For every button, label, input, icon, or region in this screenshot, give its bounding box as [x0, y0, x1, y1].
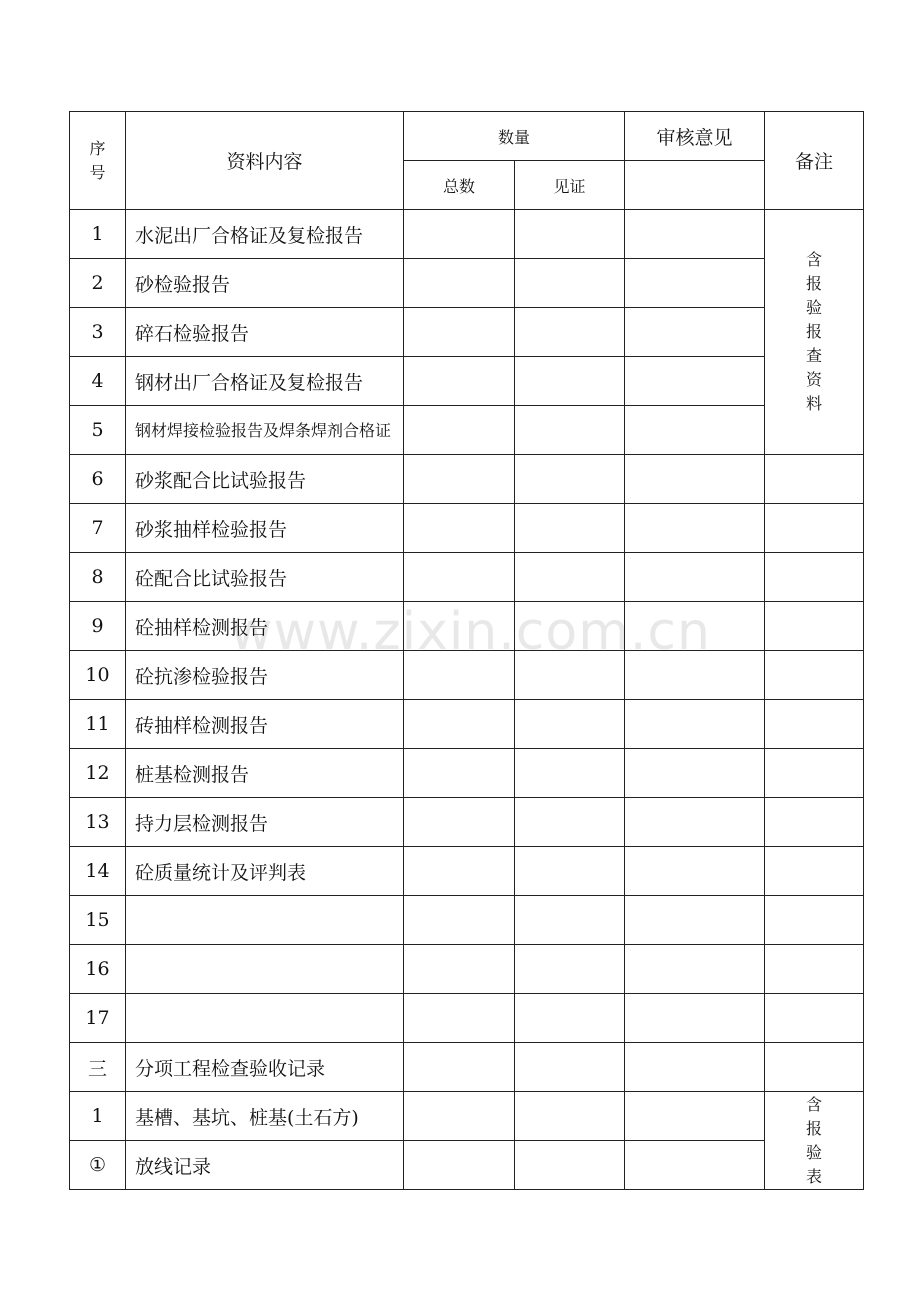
remark-cell[interactable]	[765, 553, 864, 602]
table-row	[70, 259, 864, 308]
total-cell[interactable]	[404, 994, 515, 1043]
row-content: 砼抽样检测报告	[126, 602, 404, 651]
review-cell[interactable]	[625, 700, 765, 749]
table-row	[70, 1141, 864, 1190]
review-cell[interactable]	[625, 994, 765, 1043]
table-row	[70, 798, 864, 847]
total-cell[interactable]	[404, 798, 515, 847]
witness-cell[interactable]	[515, 308, 625, 357]
total-cell[interactable]	[404, 700, 515, 749]
review-cell[interactable]	[625, 749, 765, 798]
table-row	[70, 1092, 864, 1141]
remark-cell[interactable]	[765, 896, 864, 945]
row-seq: ①	[70, 1141, 126, 1190]
review-cell[interactable]	[625, 455, 765, 504]
row-content: 钢材出厂合格证及复检报告	[126, 357, 404, 406]
row-seq: 16	[70, 945, 126, 994]
remark-char: 报	[806, 322, 823, 341]
total-cell[interactable]	[404, 406, 515, 455]
total-cell[interactable]	[404, 847, 515, 896]
remark-cell[interactable]	[765, 700, 864, 749]
table-row	[70, 749, 864, 798]
review-cell[interactable]	[625, 406, 765, 455]
row-content	[126, 896, 404, 945]
table-row	[70, 308, 864, 357]
table-row	[70, 406, 864, 455]
row-content: 桩基检测报告	[126, 749, 404, 798]
row-seq: 15	[70, 896, 126, 945]
row-content: 砼配合比试验报告	[126, 553, 404, 602]
remark-group-2	[765, 1092, 864, 1190]
remark-char: 验	[806, 1142, 823, 1162]
review-cell[interactable]	[625, 210, 765, 259]
total-cell[interactable]	[404, 504, 515, 553]
total-cell[interactable]	[404, 1043, 515, 1092]
witness-cell[interactable]	[515, 1043, 625, 1092]
remark-cell[interactable]	[765, 504, 864, 553]
remark-char: 表	[806, 1166, 823, 1186]
row-seq: 12	[70, 749, 126, 798]
row-seq: 9	[70, 602, 126, 651]
header-witness: 见证	[515, 161, 625, 210]
row-seq: 5	[70, 406, 126, 455]
header-remark: 备注	[765, 112, 864, 210]
review-cell[interactable]	[625, 651, 765, 700]
row-seq: 17	[70, 994, 126, 1043]
row-content: 砼质量统计及评判表	[126, 847, 404, 896]
remark-cell[interactable]	[765, 1043, 864, 1092]
remark-cell[interactable]	[765, 455, 864, 504]
witness-cell[interactable]	[515, 210, 625, 259]
row-seq: 4	[70, 357, 126, 406]
remark-char: 查	[806, 346, 823, 365]
remark-char: 含	[806, 1094, 823, 1114]
review-cell[interactable]	[625, 553, 765, 602]
total-cell[interactable]	[404, 1141, 515, 1190]
remark-char: 报	[806, 274, 823, 293]
row-seq: 10	[70, 651, 126, 700]
review-cell[interactable]	[625, 308, 765, 357]
total-cell[interactable]	[404, 896, 515, 945]
row-content: 钢材焊接检验报告及焊条焊剂合格证	[126, 406, 404, 455]
review-cell[interactable]	[625, 1092, 765, 1141]
row-seq: 11	[70, 700, 126, 749]
table-row	[70, 651, 864, 700]
remark-char: 验	[806, 298, 823, 317]
review-cell[interactable]	[625, 357, 765, 406]
row-seq: 1	[70, 1092, 126, 1141]
total-cell[interactable]	[404, 1092, 515, 1141]
witness-cell[interactable]	[515, 455, 625, 504]
total-cell[interactable]	[404, 308, 515, 357]
remark-cell[interactable]	[765, 945, 864, 994]
remark-cell[interactable]	[765, 798, 864, 847]
row-seq: 3	[70, 308, 126, 357]
remark-char: 含	[806, 250, 823, 269]
row-seq: 6	[70, 455, 126, 504]
table-row	[70, 994, 864, 1043]
row-seq: 2	[70, 259, 126, 308]
total-cell[interactable]	[404, 210, 515, 259]
table-row	[70, 455, 864, 504]
witness-cell[interactable]	[515, 798, 625, 847]
header-seq: 序 号	[70, 112, 126, 210]
header-quantity: 数量	[404, 112, 625, 161]
total-cell[interactable]	[404, 455, 515, 504]
row-seq: 8	[70, 553, 126, 602]
review-cell[interactable]	[625, 602, 765, 651]
row-content	[126, 945, 404, 994]
remark-char: 料	[806, 394, 823, 413]
document-table	[69, 111, 864, 1190]
row-content: 砂浆抽样检验报告	[126, 504, 404, 553]
header-review: 审核意见	[625, 112, 765, 161]
row-seq: 13	[70, 798, 126, 847]
remark-char: 报	[806, 1118, 823, 1138]
review-cell[interactable]	[625, 798, 765, 847]
review-cell[interactable]	[625, 1141, 765, 1190]
review-cell[interactable]	[625, 504, 765, 553]
witness-cell[interactable]	[515, 847, 625, 896]
witness-cell[interactable]	[515, 602, 625, 651]
remark-cell[interactable]	[765, 847, 864, 896]
witness-cell[interactable]	[515, 994, 625, 1043]
witness-cell[interactable]	[515, 406, 625, 455]
table-row	[70, 357, 864, 406]
review-cell[interactable]	[625, 1043, 765, 1092]
review-cell[interactable]	[625, 259, 765, 308]
witness-cell[interactable]	[515, 357, 625, 406]
total-cell[interactable]	[404, 259, 515, 308]
row-content: 砼抗渗检验报告	[126, 651, 404, 700]
row-content: 砖抽样检测报告	[126, 700, 404, 749]
row-content: 放线记录	[126, 1141, 404, 1190]
row-content: 砂检验报告	[126, 259, 404, 308]
review-cell[interactable]	[625, 847, 765, 896]
witness-cell[interactable]	[515, 553, 625, 602]
witness-cell[interactable]	[515, 651, 625, 700]
row-content: 持力层检测报告	[126, 798, 404, 847]
table-row	[70, 504, 864, 553]
witness-cell[interactable]	[515, 1092, 625, 1141]
review-cell[interactable]	[625, 896, 765, 945]
table-row	[70, 847, 864, 896]
row-seq: 1	[70, 210, 126, 259]
row-seq: 三	[70, 1043, 126, 1092]
remark-cell[interactable]	[765, 994, 864, 1043]
total-cell[interactable]	[404, 651, 515, 700]
watermark: www.zixin.com.cn	[230, 602, 711, 662]
header-total: 总数	[404, 161, 515, 210]
witness-cell[interactable]	[515, 1141, 625, 1190]
remark-cell[interactable]	[765, 749, 864, 798]
table-row	[70, 896, 864, 945]
total-cell[interactable]	[404, 749, 515, 798]
table-row	[70, 602, 864, 651]
row-seq: 14	[70, 847, 126, 896]
row-content	[126, 994, 404, 1043]
witness-cell[interactable]	[515, 945, 625, 994]
remark-cell[interactable]	[765, 651, 864, 700]
row-content: 碎石检验报告	[126, 308, 404, 357]
row-content: 分项工程检查验收记录	[126, 1043, 404, 1092]
table-row	[70, 945, 864, 994]
remark-cell[interactable]	[765, 602, 864, 651]
table-row	[70, 210, 864, 259]
witness-cell[interactable]	[515, 259, 625, 308]
total-cell[interactable]	[404, 602, 515, 651]
witness-cell[interactable]	[515, 504, 625, 553]
total-cell[interactable]	[404, 553, 515, 602]
header-content: 资料内容	[126, 112, 404, 210]
remark-group-1	[765, 210, 864, 455]
table-row	[70, 553, 864, 602]
witness-cell[interactable]	[515, 749, 625, 798]
row-seq: 7	[70, 504, 126, 553]
review-cell[interactable]	[625, 945, 765, 994]
table-row	[70, 700, 864, 749]
row-content: 水泥出厂合格证及复检报告	[126, 210, 404, 259]
witness-cell[interactable]	[515, 896, 625, 945]
row-content: 砂浆配合比试验报告	[126, 455, 404, 504]
table-row	[70, 1043, 864, 1092]
remark-char: 资	[806, 370, 823, 389]
total-cell[interactable]	[404, 945, 515, 994]
total-cell[interactable]	[404, 357, 515, 406]
header-review-blank	[625, 161, 765, 210]
witness-cell[interactable]	[515, 700, 625, 749]
row-content: 基槽、基坑、桩基(土石方)	[126, 1092, 404, 1141]
